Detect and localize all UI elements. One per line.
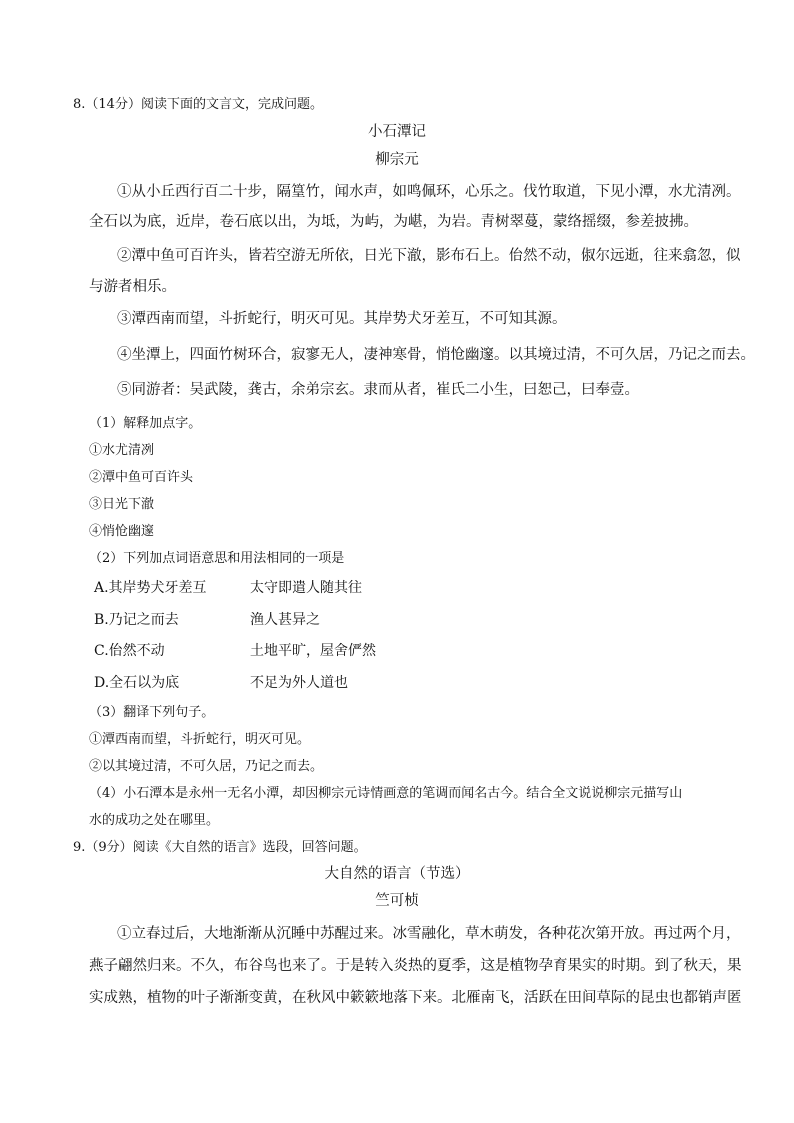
- option-c-right: 土地平旷，屋舍俨然: [250, 643, 376, 659]
- option-b-right: 渔人甚异之: [250, 612, 320, 628]
- q9-author: 竺可桢: [375, 893, 419, 909]
- q8-sub1: （1）解释加点字。: [89, 416, 202, 431]
- option-a-right: 太守即遣人随其往: [250, 580, 362, 596]
- q8-p4: ④坐潭上，四面竹树环合，寂寥无人，凄神寒骨，悄怆幽邃。以其境过清，不可久居，乃记之而去。: [117, 347, 755, 363]
- option-a-left: A.其岸势犬牙差互: [94, 580, 207, 596]
- option-b-left: B.乃记之而去: [94, 612, 179, 628]
- q8-sub4-line1: （4）小石潭本是永州一无名小潭，却因柳宗元诗情画意的笔调而闻名古今。结合全文说说柳宗元描写山: [89, 786, 683, 801]
- q8-sub3-item: ②以其境过清，不可久居，乃记之而去。: [89, 759, 324, 774]
- q8-p2-line1: ②潭中鱼可百许头，皆若空游无所依，日光下澈，影布石上。佁然不动，俶尔远逝，往来翕忽，似: [117, 248, 741, 264]
- q8-sub1-item: ③日光下澈: [89, 497, 155, 512]
- option-c-left: C.佁然不动: [94, 643, 165, 659]
- q8-title: 小石潭记: [368, 124, 426, 140]
- q8-header: 8.（14分）阅读下面的文言文，完成问题。: [73, 97, 323, 112]
- q8-sub1-item: ①水尤清冽: [89, 443, 155, 458]
- q8-p2-line2: 与游者相乐。: [89, 279, 176, 295]
- q8-p3: ③潭西南而望，斗折蛇行，明灭可见。其岸势犬牙差互，不可知其源。: [117, 311, 567, 327]
- q8-sub3: （3）翻译下列句子。: [89, 705, 215, 720]
- q8-p1-line2: 全石以为底，近岸，卷石底以出，为坻，为屿，为嵁，为岩。青树翠蔓，蒙络摇缀，参差披拂。: [89, 214, 698, 230]
- option-d-left: D.全石以为底: [94, 675, 180, 691]
- q8-sub4-line2: 水的成功之处在哪里。: [89, 813, 220, 828]
- q8-sub2: （2）下列加点词语意思和用法相同的一项是: [89, 551, 345, 566]
- q8-author: 柳宗元: [375, 152, 419, 168]
- q9-p1-line2: 燕子翩然归来。不久，布谷鸟也来了。于是转入炎热的夏季，这是植物孕育果实的时期。到了秋天，果: [89, 958, 742, 974]
- option-d-right: 不足为外人道也: [250, 675, 348, 691]
- q8-sub1-item: ②潭中鱼可百许头: [89, 470, 194, 485]
- q9-title: 大自然的语言（节选）: [324, 866, 470, 882]
- q8-sub3-item: ①潭西南而望，斗折蛇行，明灭可见。: [89, 732, 311, 747]
- q8-p1-line1: ①从小丘西行百二十步，隔篁竹，闻水声，如鸣佩环，心乐之。伐竹取道，下见小潭，水尤清冽。: [117, 184, 741, 200]
- q9-p1-line1: ①立春过后，大地渐渐从沉睡中苏醒过来。冰雪融化，草木萌发，各种花次第开放。再过两个月，: [117, 926, 741, 942]
- q9-p1-line3: 实成熟，植物的叶子渐渐变黄，在秋风中簌簌地落下来。北雁南飞，活跃在田间草际的昆虫也都销声匿: [89, 990, 742, 1006]
- q9-header: 9.（9分）阅读《大自然的语言》选段，回答问题。: [73, 840, 367, 855]
- q8-sub1-item: ④悄怆幽邃: [89, 524, 155, 539]
- q8-p5: ⑤同游者：吴武陵，龚古，余弟宗玄。隶而从者，崔氏二小生，曰恕己，曰奉壹。: [117, 382, 639, 398]
